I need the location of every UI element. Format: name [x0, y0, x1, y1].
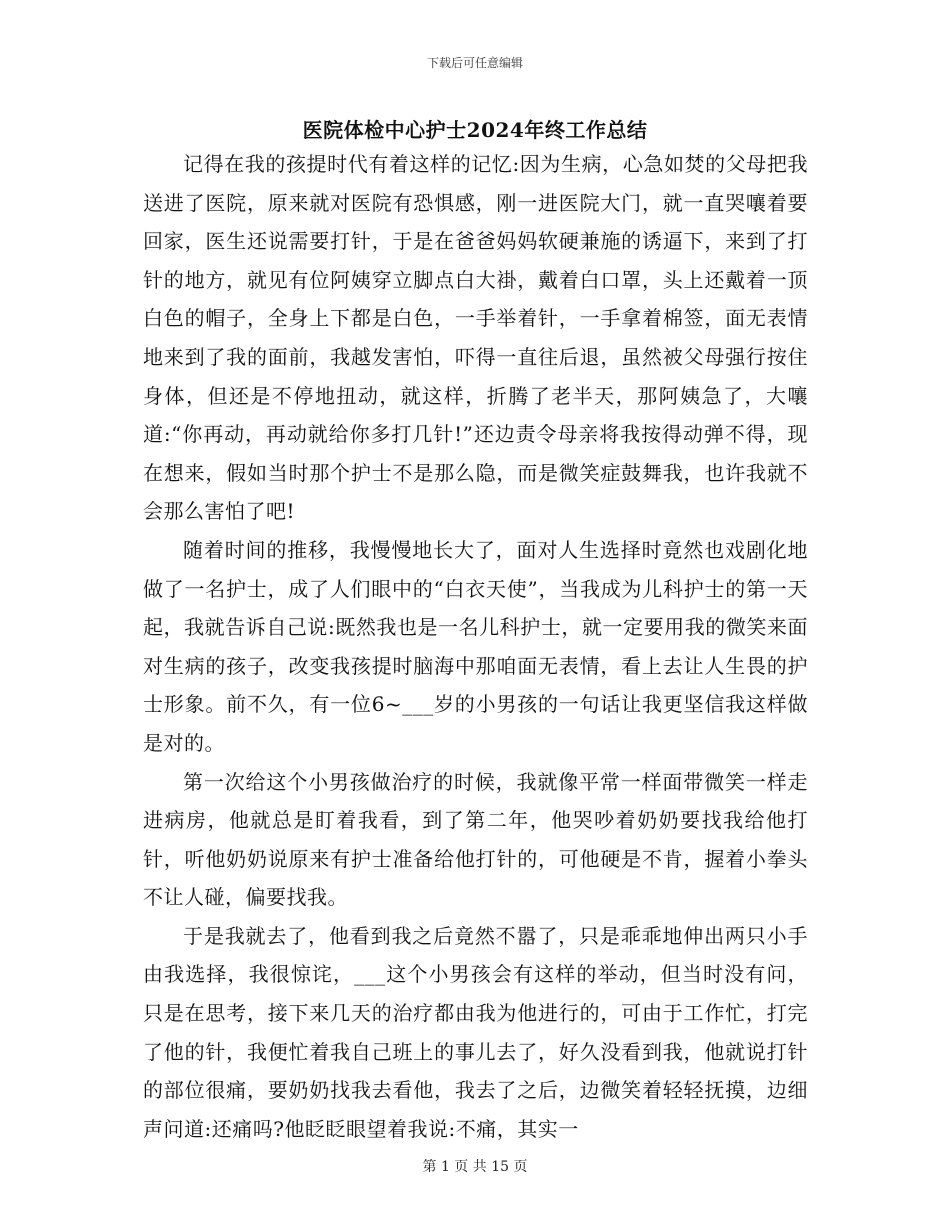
paragraph: 记得在我的孩提时代有着这样的记忆:因为生病，心急如焚的父母把我送进了医院，原来就对医院有恐惧感，刚一进医院大门，就一直哭嚷着要回家，医生还说需要打针，于是在爸爸妈妈软硬兼施的诱逼下，来到了打针的地方，就见有位阿姨穿立脚点白大褂，戴着白口罩，头上还戴着一顶白色的帽子，全身上下都是白色，一手举着针，一手拿着棉签，面无表情地来到了我的面前，我越发害怕，吓得一直往后退，虽然被父母强行按住身体，但还是不停地扭动，就这样，折腾了老半天，那阿姨急了，大嚷道:“你再动，再动就给你多打几针!”还边责令母亲将我按得动弹不得，现在想来，假如当时那个护士不是那么隐，而是微笑症鼓舞我，也许我就不会那么害怕了吧! [143, 152, 808, 524]
paragraph: 随着时间的推移，我慢慢地长大了，面对人生选择时竟然也戏剧化地做了一名护士，成了人们眼中的“白衣天使”，当我成为儿科护士的第一天起，我就告诉自己说:既然我也是一名儿科护士，就一定要用我的微笑来面对生病的孩子，改变我孩提时脑海中那咱面无表情，看上去让人生畏的护士形象。前不久，有一位6~___岁的小男孩的一句话让我更坚信我这样做是对的。 [143, 537, 808, 755]
document-body [143, 145, 808, 1148]
header-note: 下载后可任意编辑 [426, 56, 523, 70]
paragraph: 第一次给这个小男孩做治疗的时候，我就像平常一样面带微笑一样走进病房，他就总是盯着我看，到了第二年，他哭吵着奶奶要找我给他打针，听他奶奶说原来有护士准备给他打针的，可他硬是不肯，握着小拳头不让人碰，偏要找我。 [143, 769, 808, 910]
paragraph: 于是我就去了，他看到我之后竟然不嚣了，只是乖乖地伸出两只小手由我选择，我很惊诧，___这个小男孩会有这样的举动，但当时没有问，只是在思考，接下来几天的治疗都由我为他进行的，可由于工作忙，打完了他的针，我便忙着我自己班上的事儿去了，好久没看到我，他就说打针的部位很痛，要奶奶找我去看他，我去了之后，边微笑着轻轻抚摸，边细声问道:还痛吗?他眨眨眼望着我说:不痛，其实一 [143, 923, 808, 1141]
document-title: 医院体检中心护士2024年终工作总结 [302, 118, 648, 142]
page-number-footer: 第 1 页 共 15 页 [422, 1159, 528, 1175]
